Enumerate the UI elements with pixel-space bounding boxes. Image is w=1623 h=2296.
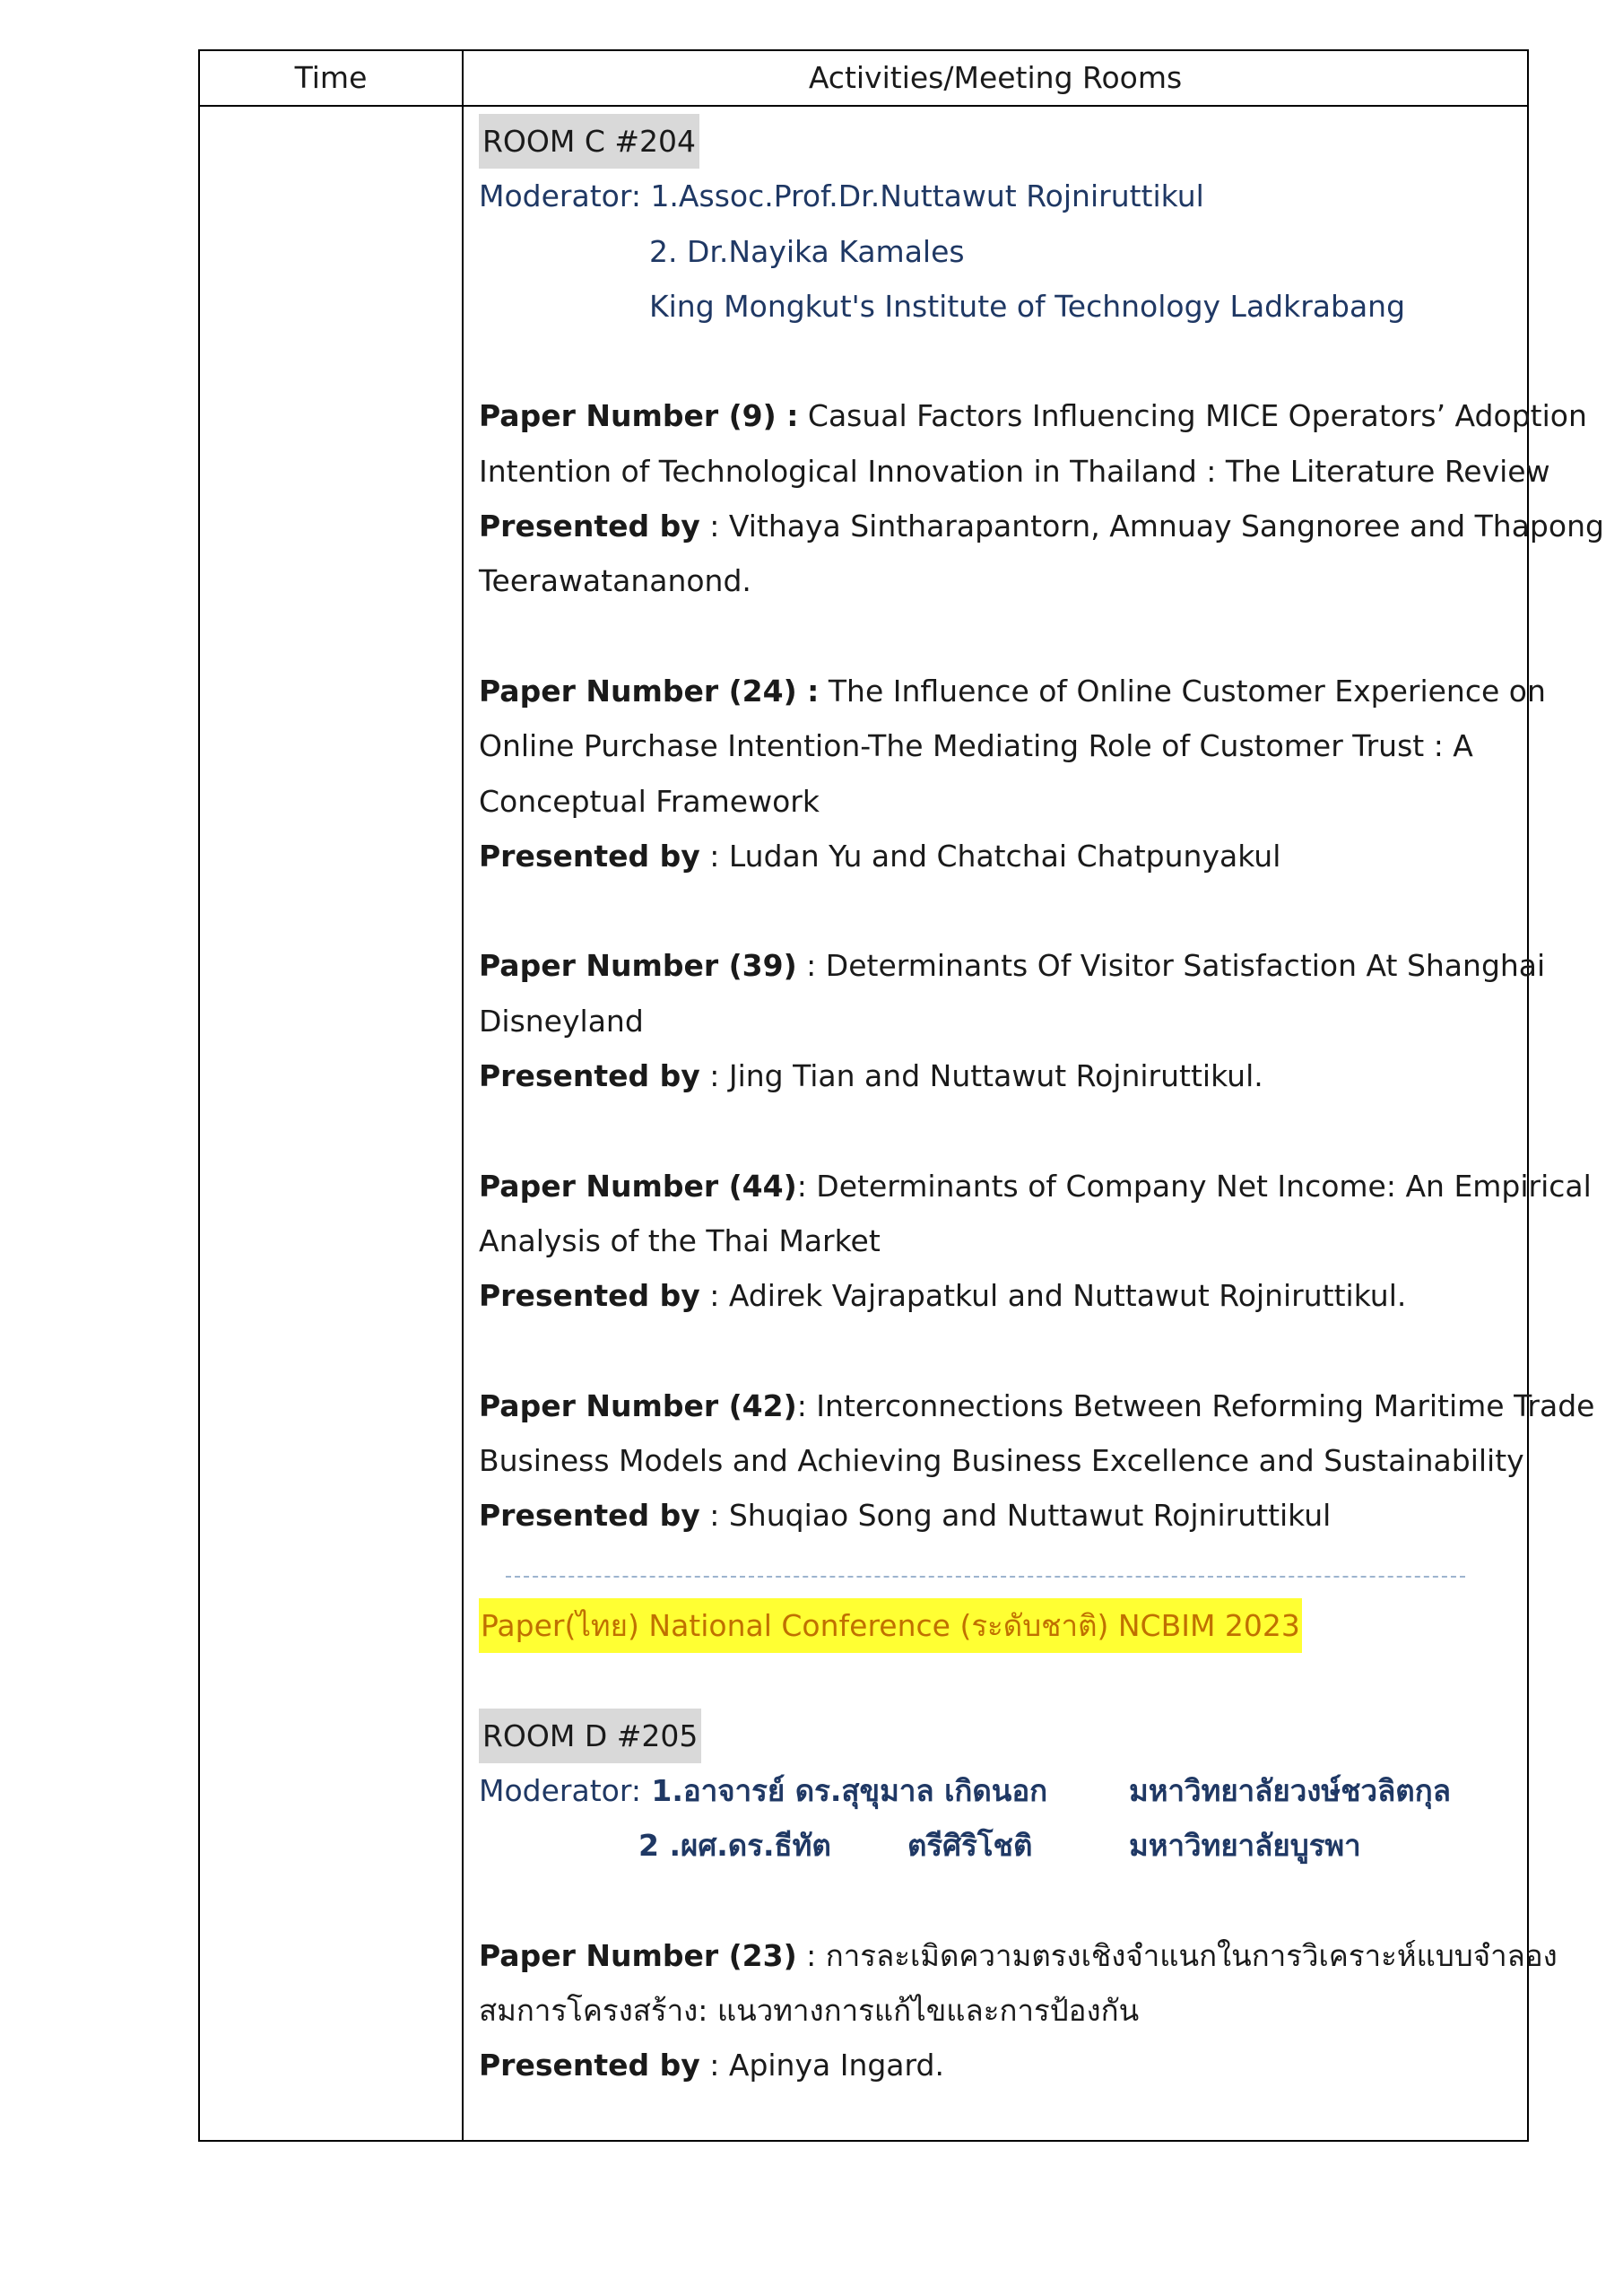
presenters: : Adirek Vajrapatkul and Nuttawut Rojniruttikul. — [699, 1278, 1407, 1314]
paper-title: : Determinants Of Visitor Satisfaction At Shanghai — [796, 948, 1546, 984]
paper-entry — [479, 1378, 1595, 1544]
dashed-divider — [479, 1544, 1519, 1598]
room-c-moderator-2: 2. Dr.Nayika Kamales — [649, 233, 965, 269]
presented-by-label: Presented by — [479, 1498, 700, 1534]
paper-title: The Influence of Online Customer Experience on — [819, 673, 1546, 709]
presented-by-label: Presented by — [479, 1058, 700, 1094]
room-d-moderator-1: Moderator: 1.อาจารย์ ดร.สุขุมาล เกิดนอก มหาวิทยาลัยวงษ์ชวลิตกุล — [479, 1763, 1519, 1818]
presenters: : Ludan Yu and Chatchai Chatpunyakul — [699, 838, 1281, 874]
presented-by-label: Presented by — [479, 509, 700, 544]
presented-by-label: Presented by — [479, 1278, 700, 1314]
presented-by-label: Presented by — [479, 838, 700, 874]
paper-entry — [479, 1928, 1558, 2093]
paper-number: Paper Number (24) : — [479, 673, 820, 709]
paper-title: : Interconnections Between Reforming Maritime Trade — [796, 1387, 1595, 1423]
paper-title: Casual Factors Influencing MICE Operators’ Adoption — [798, 398, 1587, 434]
paper-title: Business Models and Achieving Business Excellence and Sustainability — [479, 1443, 1524, 1479]
paper-title: Online Purchase Intention-The Mediating Role of Customer Trust : A — [479, 728, 1473, 764]
room-c-moderator-1: Moderator: 1.Assoc.Prof.Dr.Nuttawut Rojniruttikul — [479, 178, 1204, 214]
paper-number: Paper Number (23) — [479, 1937, 797, 1973]
header-time: Time — [294, 60, 368, 95]
paper-title: Intention of Technological Innovation in Thailand : The Literature Review — [479, 453, 1550, 489]
paper-number: Paper Number (39) — [479, 948, 797, 984]
moderator-affiliation: มหาวิทยาลัยวงษ์ชวลิตกุล — [1129, 1772, 1451, 1808]
paper-entry — [479, 1159, 1592, 1324]
paper-title: สมการโครงสร้าง: แนวทางการแก้ไขและการป้องกัน — [479, 1993, 1140, 2029]
paper-title: : Determinants of Company Net Income: An Empirical — [796, 1168, 1592, 1204]
presented-by-label: Presented by — [479, 2048, 700, 2083]
paper-title: Analysis of the Thai Market — [479, 1222, 881, 1258]
presenters: Teerawatananond. — [479, 563, 751, 599]
presenters: : Vithaya Sintharapantorn, Amnuay Sangnoree and Thapong — [699, 509, 1604, 544]
room-c-institution: King Mongkut's Institute of Technology Ladkrabang — [649, 288, 1406, 324]
national-conference-heading: Paper(ไทย) National Conference (ระดับชาติ) NCBIM 2023 — [479, 1598, 1302, 1653]
paper-number: Paper Number (42) — [479, 1387, 797, 1423]
presenters: : Apinya Ingard. — [699, 2048, 944, 2083]
room-c-label: ROOM C #204 — [479, 114, 699, 169]
presenters: : Shuqiao Song and Nuttawut Rojniruttikul — [699, 1498, 1332, 1534]
paper-title: : การละเมิดความตรงเชิงจำแนกในการวิเคราะห์แบบจำลอง — [796, 1937, 1558, 1973]
table-header-row — [200, 51, 1527, 107]
paper-number: Paper Number (44) — [479, 1168, 797, 1204]
paper-entry — [479, 938, 1546, 1103]
activities-cell — [479, 114, 1604, 2093]
paper-entry — [479, 388, 1604, 608]
column-divider — [462, 51, 464, 2140]
paper-title: Conceptual Framework — [479, 783, 820, 819]
moderator-affiliation: มหาวิทยาลัยบูรพา — [1129, 1828, 1361, 1864]
presenters: : Jing Tian and Nuttawut Rojniruttikul. — [699, 1058, 1263, 1094]
room-d-label: ROOM D #205 — [479, 1709, 701, 1763]
paper-title: Disneyland — [479, 1003, 644, 1039]
room-d-moderator-2: 2 .ผศ.ดร.ธีทัต ตรีศิริโชติ มหาวิทยาลัยบูรพา — [479, 1818, 1519, 1873]
paper-entry — [479, 664, 1546, 883]
paper-number: Paper Number (9) : — [479, 398, 799, 434]
schedule-table — [198, 49, 1604, 2142]
header-activities: Activities/Meeting Rooms — [808, 60, 1183, 95]
